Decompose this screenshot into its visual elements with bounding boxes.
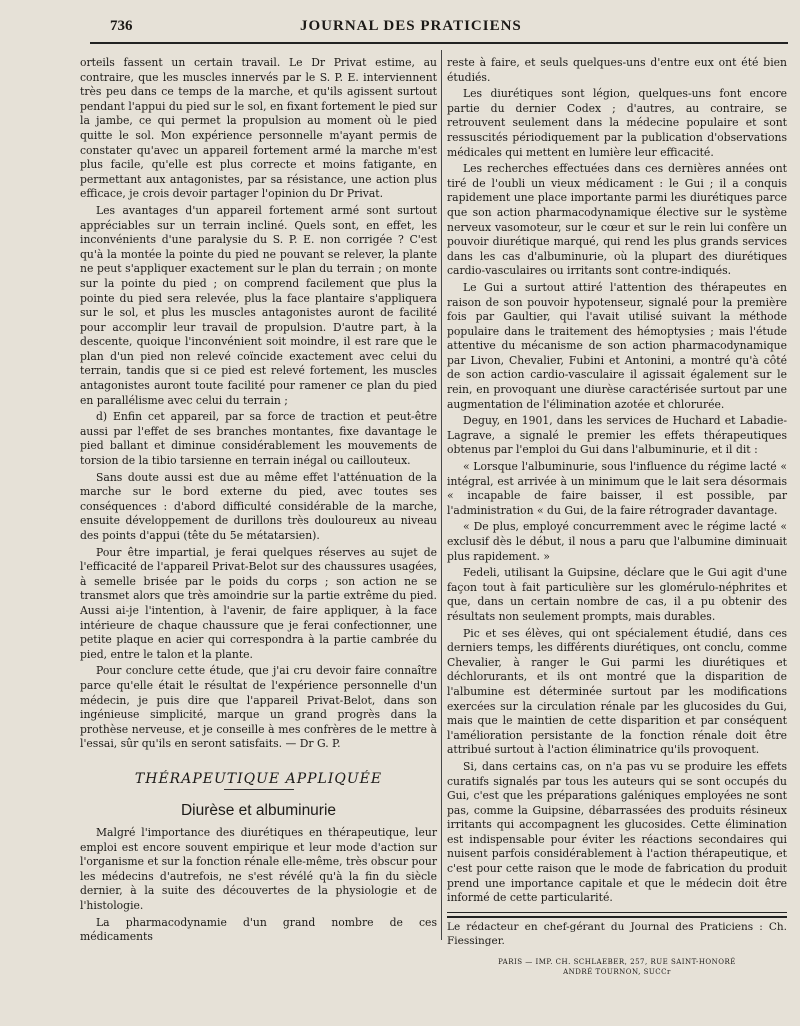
paragraph: Les diurétiques sont légion, quelques-uns font encore partie du dernier Codex ; d'autres, au contraire, se retrouvent seulement dans la médecine populaire et sont ressuscités périodiquement par la publication d'observations médicales qui mettent en lumière leur efficacité.: [447, 87, 787, 159]
paragraph: Pour être impartial, je ferai quelques réserves au sujet de l'efficacité de l'appareil Privat-Belot sur des chaussures usagées, à semelle brisée par le poids du corps ; son action ne se transmet alors que très amoindrie sur la partie extrême du pied. Aussi ai-je l'intention, à l'avenir, de faire appliquer, à la face intérieure de chaque chaussure que je ferai confectionner, une petite plaque en acier qui correspondra à la partie cambrée du pied, entre le talon et la plante.: [80, 545, 437, 661]
paragraph: d) Enfin cet appareil, par sa force de traction et peut-être aussi par l'effet de ses branches montantes, fixe davantage le pied ballant et diminue considérablement les mouvements de torsion de la tibio tarsienne en terrain inégal ou caillouteux.: [80, 410, 437, 468]
paragraph: Le Gui a surtout attiré l'attention des thérapeutes en raison de son pouvoir hypotenseur, signalé pour la première fois par Gaultier, qui l'avait utilisé suivant la méthode populaire dans le traitement des hémoptysies ; mais l'étude attentive du mécanisme de son action pharmacodynamique par Livon, Chevalier, Fubini et Antonini, a montré qu'à côté de son action cardio-vasculaire il agissait également sur le rein, en provoquant une diurèse caractérisée surtout par une augmentation de l'élimination azotée et chlorurée.: [447, 280, 787, 411]
page-number: 736: [110, 18, 133, 34]
paragraph: Malgré l'importance des diurétiques en thérapeutique, leur emploi est encore souvent empirique et leur mode d'action sur l'organisme et sur la fonction rénale elle-même, très obscur pour les médecins d'autrefois, ne s'est révélé qu'à la fin du siècle dernier, à la suite des découvertes de la physiologie et de l'histologie.: [80, 826, 437, 913]
paragraph: Pic et ses élèves, qui ont spécialement étudié, dans ces derniers temps, les différents diurétiques, ont conclu, comme Chevalier, à ranger le Gui parmi les diurétiques et déchlorurants, et ils ont montré que la disparition de l'albumine est déterminée surtout par les modifications exercées sur la circulation rénale par les glucosides du Gui, mais que le maintien de cette disparition et par conséquent l'amélioration persistante de la fonction rénale doit être attribué surtout à l'action éliminatrice qu'ils provoquent.: [447, 626, 787, 757]
article-title: Diurèse et albuminurie: [180, 801, 337, 819]
paragraph: reste à faire, et seuls quelques-uns d'entre eux ont été bien étudiés.: [447, 56, 787, 84]
paragraph: Pour conclure cette étude, que j'ai cru devoir faire connaître parce qu'elle était le résultat de l'expérience personnelle d'un médecin, je puis dire que l'appareil Privat-Belot, dans son ingénieuse simplicité, marque un grand progrès dans la prothèse nerveuse, et je conseille à mes confrères de le mettre à l'essai, sûr qu'ils en seront satisfaits. — Dr G. P.: [80, 664, 437, 751]
paragraph: Les recherches effectuées dans ces dernières années ont tiré de l'oubli un vieux médicament : le Gui ; il a conquis rapidement une place importante parmi les diurétiques parce que son action pharmacodynamique élective sur le système nerveux vasomoteur, sur le cœur et sur le rein lui confère un pouvoir diurétique marqué, qui rend les plus grands services dans les cas d'albuminurie, où la plupart des diurétiques cardio-vasculaires ou irritants sont contre-indiqués.: [447, 162, 787, 278]
quotation: « Lorsque l'albuminurie, sous l'influence du régime lacté « intégral, est arrivée à un minimum que le lait sera désormais « incapable de faire baisser, il est possible, par l'administration « du Gui, de la faire rétrograder davantage.: [447, 460, 787, 517]
header-rule: [90, 42, 788, 44]
column-divider: [441, 50, 442, 940]
editor-credit: Le rédacteur en chef-gérant du Journal des Praticiens : Ch. Fiessinger.: [447, 920, 787, 948]
paragraph: Les avantages d'un appareil fortement armé sont surtout appréciables sur un terrain incliné. Quels sont, en effet, les inconvénients d'une paralysie du S. P. E. non corrigée ? C'est qu'à la montée la pointe du pied ne pouvant se relever, la plante ne peut s'appliquer exactement sur le plan du terrain ; on monte sur la pointe du pied ; on comprend facilement que plus la pointe du pied sera relevée, plus la face plantaire s'appliquera sur le sol, et plus les muscles antagonistes auront de facilité pour accomplir leur travail de propulsion. D'autre part, à la descente, quoique l'inconvénient soit moindre, il est rare que le plan d'un pied non relevé coïncide exactement avec celui du terrain, tandis que si ce pied est relevé fortement, les muscles antagonistes auront toute facilité pour ramener ce plan du pied en parallélisme avec celui du terrain ;: [80, 203, 437, 407]
journal-title: JOURNAL DES PRATICIENS: [300, 18, 522, 34]
paragraph: orteils fassent un certain travail. Le Dr Privat estime, au contraire, que les muscles innervés par le S. P. E. interviennent très peu dans ce temps de la marche, et qu'ils agissent surtout pendant l'appui du pied sur le sol, en fixant fortement le pied sur la jambe, ce qui permet la propulsion au moment où le pied quitte le sol. Mon expérience personnelle m'ayant permis de constater qu'avec un appareil fortement armé la marche m'est plus facile, qu'elle est plus correcte et moins fatigante, en permettant aux antagonistes, par sa résistance, une action plus efficace, je crois devoir partager l'opinion du Dr Privat.: [80, 56, 437, 201]
paragraph: Fedeli, utilisant la Guipsine, déclare que le Gui agit d'une façon tout à fait particulière sur les glomérulo-néphrites et que, dans un certain nombre de cas, il a pu obtenir des résultats non seulement prompts, mais durables.: [447, 566, 787, 623]
footer-rule: [447, 912, 787, 913]
footer-rule-double: [447, 916, 787, 918]
paragraph: Deguy, en 1901, dans les services de Huchard et Labadie-Lagrave, a signalé le premier les effets thérapeutiques obtenus par l'emploi du Gui dans l'albuminurie, et il dit :: [447, 414, 787, 457]
paragraph: La pharmacodynamie d'un grand nombre de ces médicaments: [80, 915, 437, 944]
imprint-line: PARIS — IMP. CH. SCHLAEBER, 257, RUE SAINT-HONORÉ: [498, 958, 736, 967]
section-divider: [224, 789, 294, 790]
paragraph: Si, dans certains cas, on n'a pas vu se produire les effets curatifs signalés par tous les auteurs qui se sont occupés du Gui, c'est que les préparations galéniques employées ne sont pas, comme la Guipsine, débarrassées des produits résineux irritants qui accompagnent les glucosides. Cette élimination est indispensable pour éviter les réactions secondaires qui nuisent parfois considérablement à l'action thérapeutique, et c'est pour cette raison que le mode de fabrication du produit prend une importance capitale et que le médecin doit être informé de cette particularité.: [447, 759, 787, 905]
right-column: [447, 56, 787, 979]
quotation: « De plus, employé concurremment avec le régime lacté « exclusif dès le début, il nous a paru que l'albumine diminuait plus rapidement. »: [447, 520, 787, 563]
imprint-line: ANDRÉ TOURNON, SUCCr: [563, 968, 671, 977]
printer-imprint: [447, 957, 787, 977]
section-title: THÉRAPEUTIQUE APPLIQUÉE: [134, 770, 383, 787]
left-column: [80, 56, 437, 947]
paragraph: Sans doute aussi est due au même effet l'atténuation de la marche sur le bord externe du pied, avec toutes ses conséquences : d'abord difficulté considérable de la marche, ensuite développement de durillons très douloureux au niveau des points d'appui (tête du 5e métatarsien).: [80, 470, 437, 542]
